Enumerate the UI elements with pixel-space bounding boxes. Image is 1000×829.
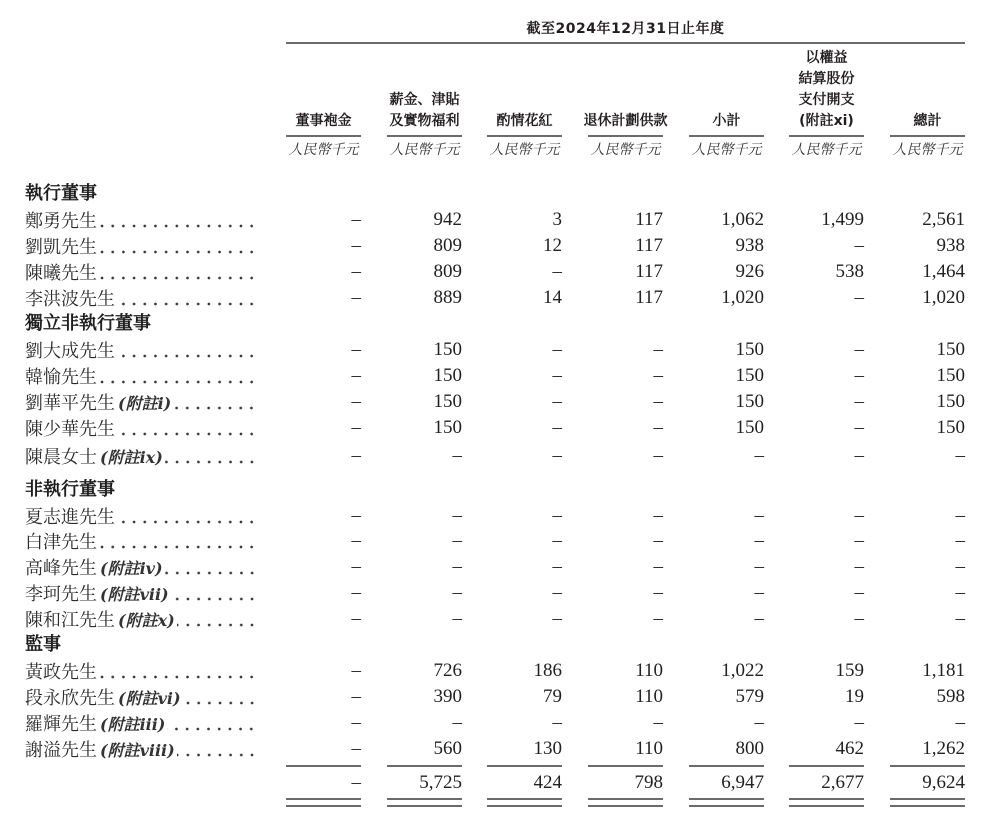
value-cell: – [552,505,562,526]
column-header-underline [789,135,864,137]
note-reference: (附註viii) [100,740,175,760]
value-cell: – [653,339,663,360]
note-reference: (附註vii) [100,584,169,604]
value-cell: – [653,391,663,412]
value-cell: – [955,582,965,603]
value-cell: – [351,556,361,577]
row-label [25,389,257,415]
value-cell: – [351,660,361,681]
value-cell: – [955,445,965,466]
value-cell: 1,022 [721,660,764,681]
table-row [0,580,1000,606]
value-cell: 150 [735,365,764,386]
person-name: 黃政先生 [25,662,97,683]
dot-leader [177,606,257,632]
value-cell: 150 [936,391,965,412]
person-name: 謝溢先生 [25,740,97,761]
value-cell: 579 [735,686,764,707]
value-cell: 110 [635,660,663,681]
value-cell: – [754,505,764,526]
column-unit: 人民幣千元 [590,142,661,158]
value-cell: – [552,339,562,360]
total-double-rule [286,805,361,807]
row-label [25,207,257,233]
value-cell: 110 [635,738,663,759]
period-title: 截至2024年12月31日止年度 [526,21,725,37]
row-label [25,528,257,554]
value-cell: – [552,530,562,551]
value-cell: – [955,608,965,629]
value-cell: – [854,339,864,360]
value-cell: – [854,391,864,412]
column-header [672,111,782,132]
value-cell: 3 [552,209,562,230]
column-header [269,111,379,132]
note-reference: (附註i) [118,393,172,413]
value-cell: – [452,530,462,551]
person-name: 劉大成先生 [25,341,115,362]
subtotal-rule [286,765,361,767]
total-double-rule [689,798,764,800]
row-label [25,443,257,469]
dot-leader [165,443,257,469]
dot-leader [165,554,257,580]
person-name: 夏志進先生 [25,507,115,528]
table-row [0,337,1000,363]
row-label [25,658,257,684]
person-name: 李洪波先生 [25,289,115,310]
total-double-rule [789,805,864,807]
dot-leader [99,233,257,259]
section-title: 監事 [25,634,61,655]
person-name: 劉凱先生 [25,237,97,258]
section-title: 獨立非執行董事 [25,313,151,334]
value-cell: – [854,445,864,466]
column-header-line: 以權益 [805,50,848,66]
total-double-rule [890,798,965,800]
value-cell: 150 [433,391,462,412]
value-cell: – [653,505,663,526]
table-row [0,259,1000,285]
value-cell: – [854,365,864,386]
value-cell: 1,262 [922,738,965,759]
value-cell: – [351,391,361,412]
dot-leader [99,207,257,233]
row-label [25,710,257,736]
column-header [873,111,983,132]
value-cell: 598 [936,686,965,707]
subtotal-rule [689,765,764,767]
column-header-underline [487,135,562,137]
value-cell: – [653,365,663,386]
subtotal-rule [588,765,663,767]
column-header-line: 結算股份 [798,71,855,87]
column-unit: 人民幣千元 [691,142,762,158]
person-name: 李珂先生 [25,584,97,605]
value-cell: – [552,261,562,282]
column-unit: 人民幣千元 [892,142,963,158]
value-cell: 186 [533,660,562,681]
table-row [0,528,1000,554]
period-rule [286,42,965,44]
dot-leader [177,736,257,762]
total-double-rule [387,805,462,807]
table-row [0,606,1000,632]
value-cell: 19 [845,686,864,707]
value-cell: 159 [835,660,864,681]
total-value-cell: 5,725 [419,772,462,793]
value-cell: – [351,261,361,282]
table-row [0,736,1000,762]
value-cell: – [754,530,764,551]
column-header-line: 酌情花紅 [496,113,553,129]
value-cell: 79 [543,686,562,707]
value-cell: – [552,712,562,733]
value-cell: – [653,712,663,733]
value-cell: 938 [735,235,764,256]
row-label [25,503,257,529]
column-header-line: (附註xi) [799,113,854,129]
total-row [0,770,1000,796]
value-cell: 110 [635,686,663,707]
value-cell: – [552,445,562,466]
dot-leader [99,363,257,389]
value-cell: – [754,582,764,603]
column-header [772,48,882,132]
table-row [0,710,1000,736]
column-unit: 人民幣千元 [489,142,560,158]
value-cell: – [653,445,663,466]
value-cell: – [653,417,663,438]
value-cell: – [351,365,361,386]
total-double-rule [588,805,663,807]
value-cell: – [552,391,562,412]
value-cell: – [351,712,361,733]
table-row [0,285,1000,311]
note-reference: (附註iii) [100,714,166,734]
dot-leader [99,658,257,684]
value-cell: 150 [735,339,764,360]
total-value-cell: 9,624 [922,772,965,793]
dot-leader [167,710,257,736]
value-cell: 14 [543,287,562,308]
dot-leader [171,580,257,606]
note-reference: (附註iv) [100,558,163,578]
value-cell: – [854,582,864,603]
total-value-cell: – [351,772,361,793]
person-name: 羅輝先生 [25,714,97,735]
column-header [470,111,580,132]
value-cell: – [854,505,864,526]
note-reference: (附註vi) [118,688,181,708]
person-name: 鄭勇先生 [25,211,97,232]
dot-leader [99,259,257,285]
table-row [0,363,1000,389]
person-name: 劉華平先生 [25,393,115,414]
value-cell: 926 [735,261,764,282]
dot-leader [117,415,257,441]
value-cell: – [653,530,663,551]
column-header-line: 退休計劃供款 [583,113,668,129]
value-cell: – [452,712,462,733]
value-cell: 1,499 [821,209,864,230]
value-cell: 1,020 [922,287,965,308]
value-cell: – [452,556,462,577]
value-cell: 150 [735,417,764,438]
table-row [0,233,1000,259]
value-cell: 117 [635,261,663,282]
section-title: 執行董事 [25,183,97,204]
value-cell: 800 [735,738,764,759]
column-unit: 人民幣千元 [791,142,862,158]
value-cell: – [351,608,361,629]
dot-leader [117,285,257,311]
value-cell: – [754,712,764,733]
column-header-line: 支付開支 [798,92,855,108]
value-cell: – [351,505,361,526]
value-cell: 150 [936,365,965,386]
total-double-rule [689,805,764,807]
value-cell: – [452,608,462,629]
dot-leader [173,389,257,415]
column-header-underline [286,135,361,137]
value-cell: – [452,505,462,526]
value-cell: – [854,235,864,256]
column-header-underline [890,135,965,137]
value-cell: 150 [735,391,764,412]
row-label [25,259,257,285]
value-cell: – [351,287,361,308]
total-double-rule [588,798,663,800]
row-label [25,415,257,441]
value-cell: – [854,417,864,438]
column-header-underline [588,135,663,137]
total-value-cell: 424 [533,772,562,793]
column-header [370,90,480,132]
value-cell: – [351,339,361,360]
table-row [0,503,1000,529]
value-cell: – [955,530,965,551]
column-header-underline [387,135,462,137]
value-cell: – [351,686,361,707]
person-name: 段永欣先生 [25,688,115,709]
value-cell: 1,464 [922,261,965,282]
subtotal-rule [387,765,462,767]
value-cell: – [452,582,462,603]
person-name: 高峰先生 [25,558,97,579]
subtotal-rule [487,765,562,767]
value-cell: 1,020 [721,287,764,308]
value-cell: 1,181 [922,660,965,681]
total-double-rule [487,798,562,800]
value-cell: 462 [835,738,864,759]
row-label [25,285,257,311]
value-cell: – [653,556,663,577]
total-double-rule [286,798,361,800]
person-name: 陳晨女士 [25,447,97,468]
value-cell: – [653,608,663,629]
row-label [25,736,257,762]
row-label [25,233,257,259]
value-cell: – [351,582,361,603]
value-cell: – [552,556,562,577]
value-cell: – [754,556,764,577]
table-row [0,389,1000,415]
column-header-underline [689,135,764,137]
column-header-line: 總計 [913,113,942,129]
value-cell: 150 [433,365,462,386]
row-label [25,337,257,363]
value-cell: – [552,608,562,629]
value-cell: 538 [835,261,864,282]
total-value-cell: 798 [634,772,663,793]
section-title: 非執行董事 [25,479,115,500]
total-value-cell: 2,677 [821,772,864,793]
value-cell: – [955,712,965,733]
note-reference: (附註x) [118,610,175,630]
value-cell: 390 [433,686,462,707]
value-cell: – [351,738,361,759]
value-cell: 117 [635,209,663,230]
total-double-rule [387,798,462,800]
table-row [0,554,1000,580]
value-cell: 12 [543,235,562,256]
value-cell: – [955,556,965,577]
value-cell: – [754,445,764,466]
table-row [0,207,1000,233]
value-cell: 150 [936,417,965,438]
dot-leader [117,337,257,363]
value-cell: – [854,287,864,308]
value-cell: – [351,445,361,466]
value-cell: 809 [433,235,462,256]
value-cell: 117 [635,235,663,256]
value-cell: 560 [433,738,462,759]
value-cell: – [351,235,361,256]
total-double-rule [487,805,562,807]
value-cell: – [854,608,864,629]
value-cell: 130 [533,738,562,759]
dot-leader [99,528,257,554]
row-label [25,606,257,632]
note-reference: (附註ix) [100,447,163,467]
value-cell: – [351,530,361,551]
subtotal-rule [789,765,864,767]
value-cell: 942 [433,209,462,230]
column-header-line: 薪金、津貼 [389,92,460,108]
value-cell: – [552,365,562,386]
value-cell: – [552,417,562,438]
value-cell: – [854,556,864,577]
subtotal-rule [890,765,965,767]
value-cell: – [854,712,864,733]
column-header-line: 小計 [712,113,741,129]
person-name: 陳少華先生 [25,419,115,440]
value-cell: 1,062 [721,209,764,230]
value-cell: 150 [433,339,462,360]
value-cell: – [854,530,864,551]
person-name: 陳曦先生 [25,263,97,284]
value-cell: 889 [433,287,462,308]
table-row [0,443,1000,469]
row-label [25,554,257,580]
row-label [25,363,257,389]
value-cell: – [653,582,663,603]
dot-leader [117,503,257,529]
row-label [25,580,257,606]
column-header-line: 及實物福利 [389,113,460,129]
dot-leader [183,684,257,710]
value-cell: 809 [433,261,462,282]
total-double-rule [890,805,965,807]
value-cell: 938 [936,235,965,256]
person-name: 白津先生 [25,532,97,553]
value-cell: – [552,582,562,603]
table-row [0,684,1000,710]
value-cell: 150 [936,339,965,360]
person-name: 陳和江先生 [25,610,115,631]
column-header [571,111,681,132]
row-label [25,684,257,710]
table-row [0,415,1000,441]
value-cell: – [955,505,965,526]
value-cell: – [351,417,361,438]
value-cell: 117 [635,287,663,308]
value-cell: – [351,209,361,230]
column-unit: 人民幣千元 [389,142,460,158]
total-value-cell: 6,947 [721,772,764,793]
total-double-rule [789,798,864,800]
value-cell: – [754,608,764,629]
table-row [0,658,1000,684]
value-cell: 150 [433,417,462,438]
column-unit: 人民幣千元 [288,142,359,158]
column-header-line: 董事袍金 [295,113,352,129]
person-name: 韓愉先生 [25,367,97,388]
value-cell: 2,561 [922,209,965,230]
value-cell: 726 [433,660,462,681]
value-cell: – [452,445,462,466]
